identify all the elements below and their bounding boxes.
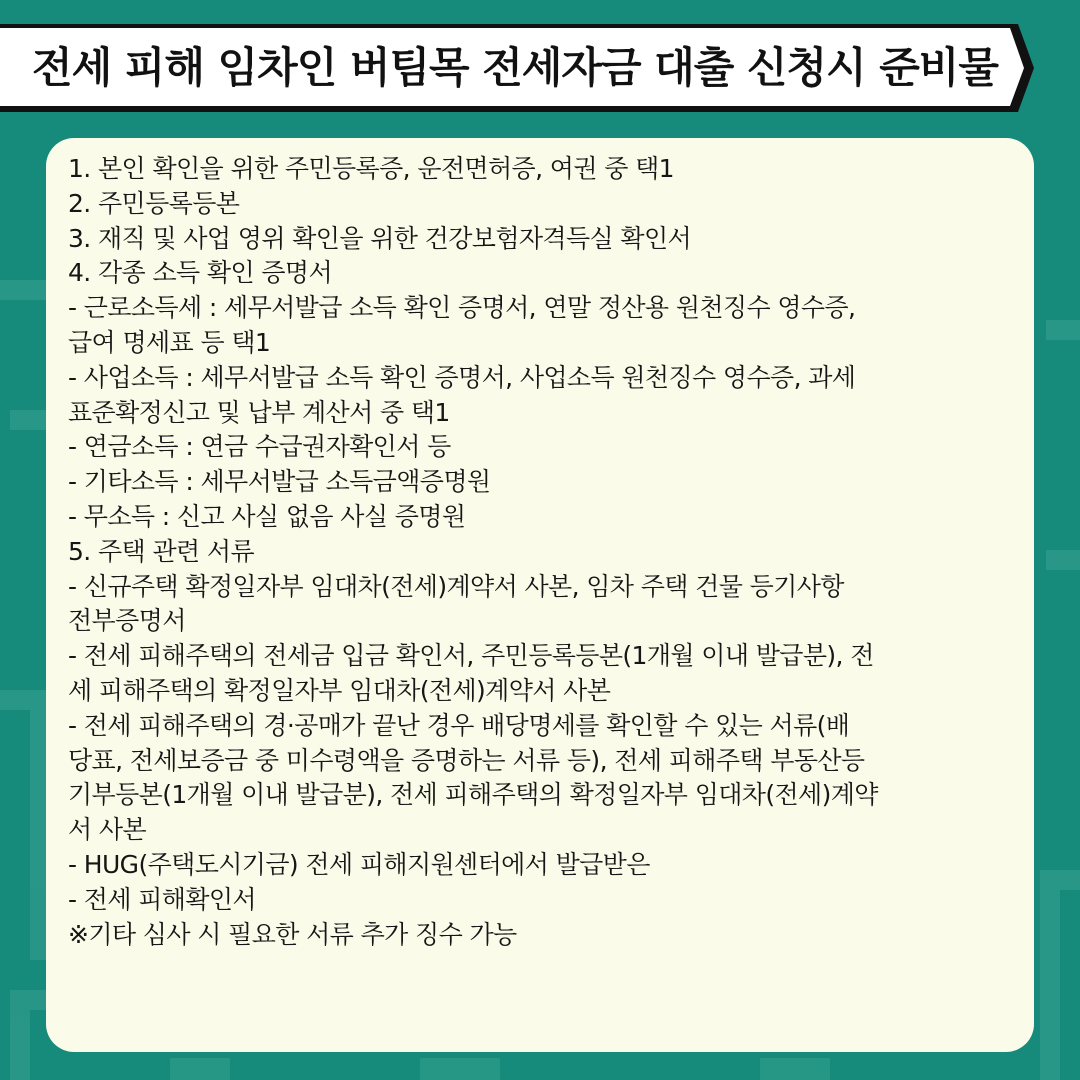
list-item: - 연금소득 : 연금 수급권자확인서 등 (68, 432, 451, 462)
list-item: 1. 본인 확인을 위한 주민등록증, 운전면허증, 여권 중 택1 (68, 154, 674, 183)
list-item: - 사업소득 : 세무서발급 소득 확인 증명서, 사업소득 원천징수 영수증, 과세 (68, 362, 856, 392)
list-item: - 무소득 : 신고 사실 없음 사실 증명원 (68, 501, 466, 531)
title-banner (0, 22, 1040, 114)
list-item: 표준확정신고 및 납부 계산서 중 택1 (68, 397, 450, 427)
list-item: 세 피해주택의 확정일자부 임대차(전세)계약서 사본 (68, 675, 611, 705)
page-title: 전세 피해 임차인 버팀목 전세자금 대출 신청시 준비물 (32, 43, 998, 92)
list-item: ※기타 심사 시 필요한 서류 추가 징수 가능 (68, 919, 517, 949)
list-item: 5. 주택 관련 서류 (68, 536, 254, 566)
list-item: - 전세 피해주택의 전세금 입금 확인서, 주민등록등본(1개월 이내 발급분), 전 (68, 641, 874, 671)
list-item: - 근로소득세 : 세무서발급 소득 확인 증명서, 연말 정산용 원천징수 영수증, (68, 293, 856, 323)
list-item: - 전세 피해확인서 (68, 884, 256, 914)
content-card (46, 138, 1034, 1052)
list-item: 3. 재직 및 사업 영위 확인을 위한 건강보험자격득실 확인서 (68, 223, 692, 253)
list-item: - 전세 피해주택의 경·공매가 끝난 경우 배당명세를 확인할 수 있는 서류(배 (68, 710, 850, 740)
list-item: 4. 각종 소득 확인 증명서 (68, 258, 332, 288)
list-item: - 신규주택 확정일자부 임대차(전세)계약서 사본, 임차 주택 건물 등기사항 (68, 571, 844, 601)
list-item: 서 사본 (68, 815, 146, 845)
list-item: 당표, 전세보증금 중 미수령액을 증명하는 서류 등), 전세 피해주택 부동산등 (68, 745, 865, 775)
list-item: 전부증명서 (68, 606, 186, 636)
list-item: - HUG(주택도시기금) 전세 피해지원센터에서 발급받은 (68, 849, 650, 879)
list-item: - 기타소득 : 세무서발급 소득금액증명원 (68, 467, 491, 497)
list-item: 2. 주민등록등본 (68, 188, 240, 218)
list-item: 급여 명세표 등 택1 (68, 327, 271, 357)
list-item: 기부등본(1개월 이내 발급분), 전세 피해주택의 확정일자부 임대차(전세)계약 (68, 780, 878, 810)
